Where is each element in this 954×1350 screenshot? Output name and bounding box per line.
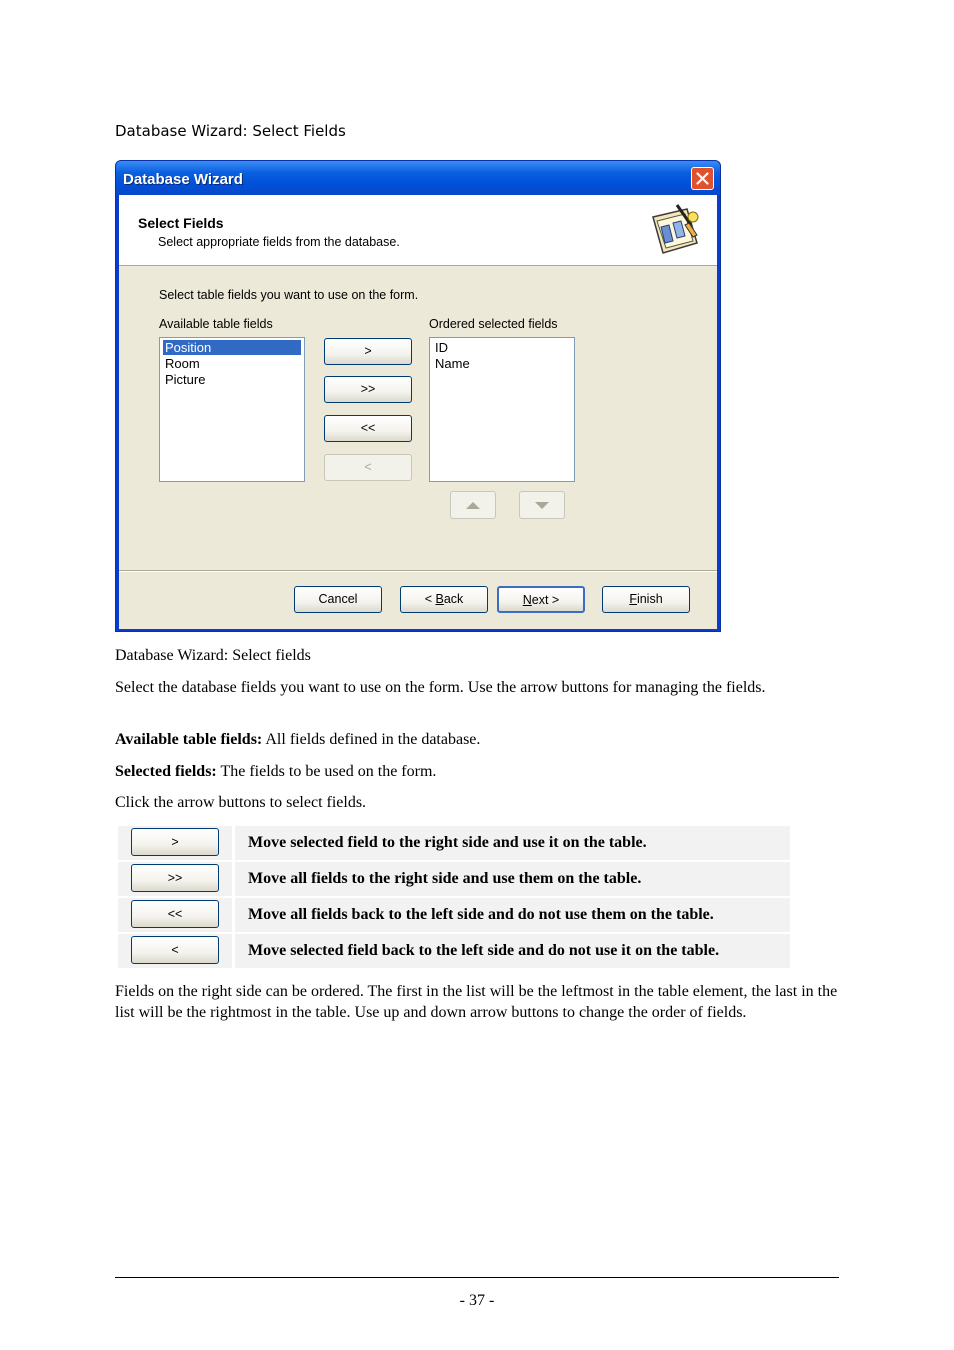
available-fields-label: Available table fields bbox=[159, 317, 273, 331]
selected-description: The fields to be used on the form. bbox=[216, 763, 437, 780]
figure-caption-top: Database Wizard: Select Fields bbox=[115, 122, 346, 140]
table-description: Move selected field to the right side and use it on the table. bbox=[235, 826, 790, 860]
figure-caption: Database Wizard: Select fields bbox=[115, 647, 311, 664]
move-all-right-button[interactable]: >> bbox=[324, 376, 412, 403]
move-selected-right-button[interactable]: > bbox=[324, 338, 412, 365]
arrow-up-icon bbox=[465, 501, 481, 510]
back-label-rest: ack bbox=[443, 592, 464, 606]
table-description: Move all fields to the right side and use them on the table. bbox=[235, 862, 790, 896]
table-description: Move all fields back to the left side and do not use them on the table. bbox=[235, 898, 790, 932]
step-subtitle: Select appropriate fields from the database. bbox=[158, 235, 400, 249]
table-button-cell bbox=[118, 898, 232, 932]
move-selected-left-button[interactable]: < bbox=[324, 454, 412, 481]
table-button-move-all-left: << bbox=[131, 900, 219, 928]
table-button-cell bbox=[118, 826, 232, 860]
title-bar[interactable] bbox=[116, 161, 720, 195]
ordered-fields-list[interactable] bbox=[429, 337, 575, 482]
move-all-left-button[interactable]: << bbox=[324, 415, 412, 442]
back-label-prefix: < bbox=[424, 592, 436, 606]
list-item[interactable]: Position bbox=[163, 340, 301, 355]
table-button-move-all-right: >> bbox=[131, 864, 219, 892]
close-icon bbox=[696, 172, 709, 185]
arrow-down-icon bbox=[534, 501, 550, 510]
selected-term: Selected fields: bbox=[115, 763, 217, 780]
available-fields-paragraph bbox=[115, 729, 835, 750]
intro-paragraph: Select the database fields you want to use on the form. Use the arrow buttons for managing the fields. bbox=[115, 679, 766, 696]
next-label-accel: N bbox=[522, 593, 532, 607]
database-wizard-dialog bbox=[115, 160, 721, 632]
close-button[interactable] bbox=[691, 167, 714, 190]
list-item[interactable]: Picture bbox=[165, 372, 206, 387]
table-row bbox=[118, 934, 790, 968]
finish-label-accel: F bbox=[629, 592, 637, 606]
move-down-button[interactable] bbox=[519, 491, 565, 519]
table-row bbox=[118, 862, 790, 896]
instruction-label: Select table fields you want to use on the form. bbox=[159, 288, 419, 302]
page-number: - 37 - bbox=[459, 1292, 495, 1309]
footer-separator bbox=[119, 570, 717, 572]
cancel-button[interactable]: Cancel bbox=[294, 586, 382, 613]
next-label-rest: ext > bbox=[531, 593, 560, 607]
available-description: All fields defined in the database. bbox=[262, 731, 481, 748]
next-button[interactable] bbox=[497, 586, 585, 613]
table-row bbox=[118, 898, 790, 932]
finish-button[interactable] bbox=[602, 586, 690, 613]
available-fields-list[interactable] bbox=[159, 337, 305, 482]
selected-fields-paragraph bbox=[115, 761, 835, 782]
table-button-cell bbox=[118, 862, 232, 896]
table-row bbox=[118, 826, 790, 860]
wizard-header-panel bbox=[119, 195, 717, 266]
database-wizard-icon bbox=[647, 203, 705, 259]
list-item[interactable]: Room bbox=[165, 356, 200, 371]
footer-divider bbox=[115, 1277, 839, 1278]
ordered-fields-label: Ordered selected fields bbox=[429, 317, 558, 331]
list-item[interactable]: Name bbox=[435, 356, 470, 371]
table-button-cell bbox=[118, 934, 232, 968]
move-up-button[interactable] bbox=[450, 491, 496, 519]
finish-label-rest: inish bbox=[636, 592, 663, 606]
table-button-move-left: < bbox=[131, 936, 219, 964]
table-button-move-right: > bbox=[131, 828, 219, 856]
back-label-accel: B bbox=[435, 592, 444, 606]
available-term: Available table fields: bbox=[115, 731, 263, 748]
step-title: Select Fields bbox=[138, 215, 224, 231]
list-item[interactable]: ID bbox=[435, 340, 448, 355]
table-description: Move selected field back to the left side and do not use it on the table. bbox=[235, 934, 790, 968]
window-title: Database Wizard bbox=[123, 171, 243, 188]
ordering-paragraph: Fields on the right side can be ordered. The first in the list will be the leftmost in the table element, the last in the list will be the rightmost in the table. Use up and down arrow buttons to change the order of fields. bbox=[115, 983, 838, 1021]
click-paragraph: Click the arrow buttons to select fields. bbox=[115, 794, 367, 811]
dialog-client-area bbox=[119, 195, 717, 629]
back-button[interactable] bbox=[400, 586, 488, 613]
